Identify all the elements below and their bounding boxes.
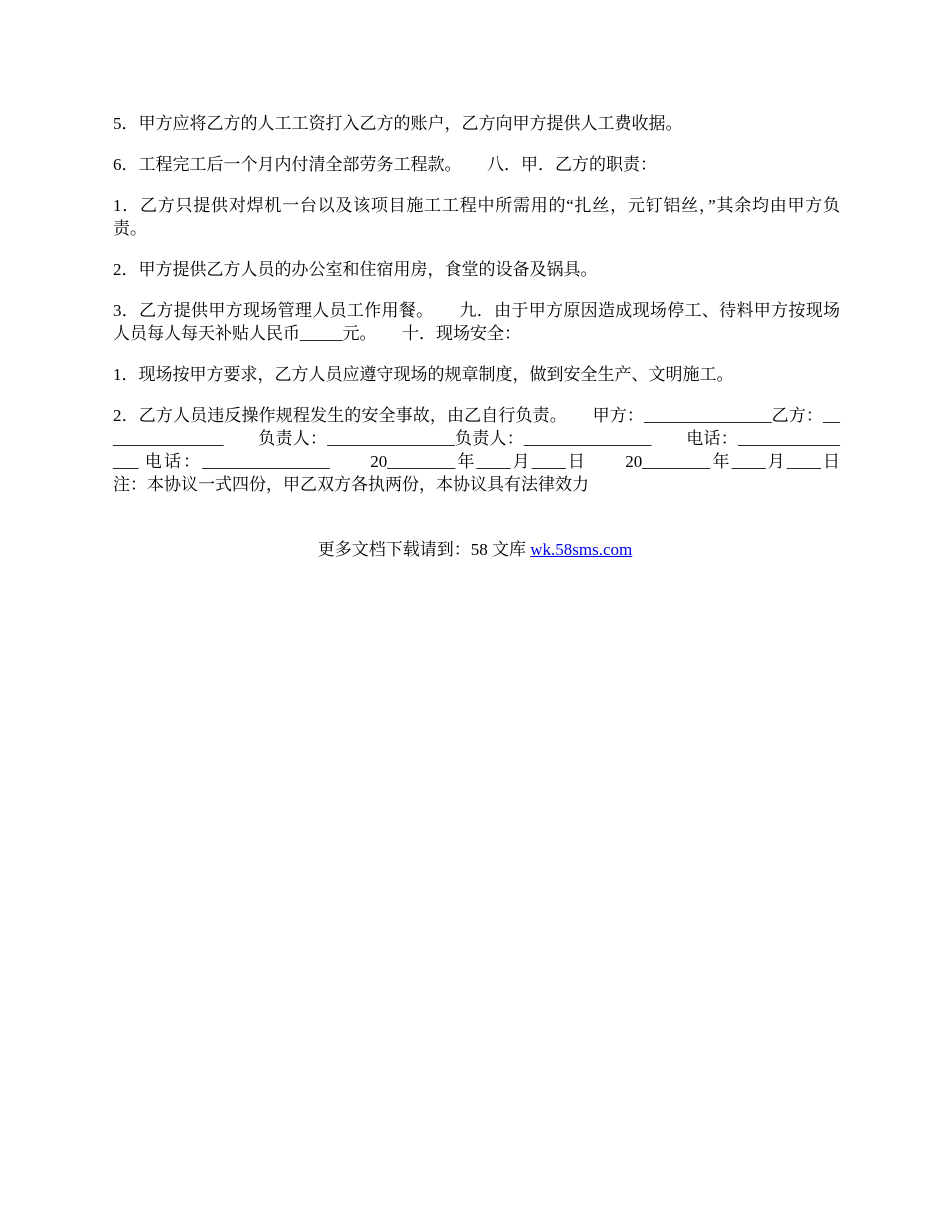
paragraph-payment-completion: 6．工程完工后一个月内付清全部劳务工程款。 八．甲．乙方的职责：: [113, 155, 657, 174]
paragraph-signatures: 2．乙方人员违反操作规程发生的安全事故，由乙自行负责。 甲方：_______________乙方：_______________ 负责人：_______________负责人：_______________ 电话：_______________ 电话：_______________ 20________年____月____日 20________年____月____日 注：本协议一式四份，甲乙双方各执两份，本协议具有法律效力: [113, 406, 874, 494]
document-body: [113, 112, 874, 514]
paragraph-safety-rules: 1．现场按甲方要求，乙方人员应遵守现场的规章制度，做到安全生产、文明施工。: [113, 365, 734, 384]
paragraph-duty-housing: 2．甲方提供乙方人员的办公室和住宿用房，食堂的设备及锅具。: [113, 260, 598, 279]
paragraph-payment-account: 5．甲方应将乙方的人工工资打入乙方的账户，乙方向甲方提供人工费收据。: [113, 114, 683, 133]
footer-text: 更多文档下载请到：58 文库: [317, 540, 531, 559]
paragraph-duty-meals: 3．乙方提供甲方现场管理人员工作用餐。 九．由于甲方原因造成现场停工、待料甲方按现场人员每人每天补贴人民币_____元。 十．现场安全：: [113, 301, 840, 343]
paragraph-duty-equipment: 1．乙方只提供对焊机一台以及该项目施工工程中所需用的“扎丝，元钉铝丝，”其余均由甲方负责。: [113, 196, 840, 238]
footer-link[interactable]: wk.58sms.com: [530, 540, 633, 559]
footer: [0, 538, 950, 561]
